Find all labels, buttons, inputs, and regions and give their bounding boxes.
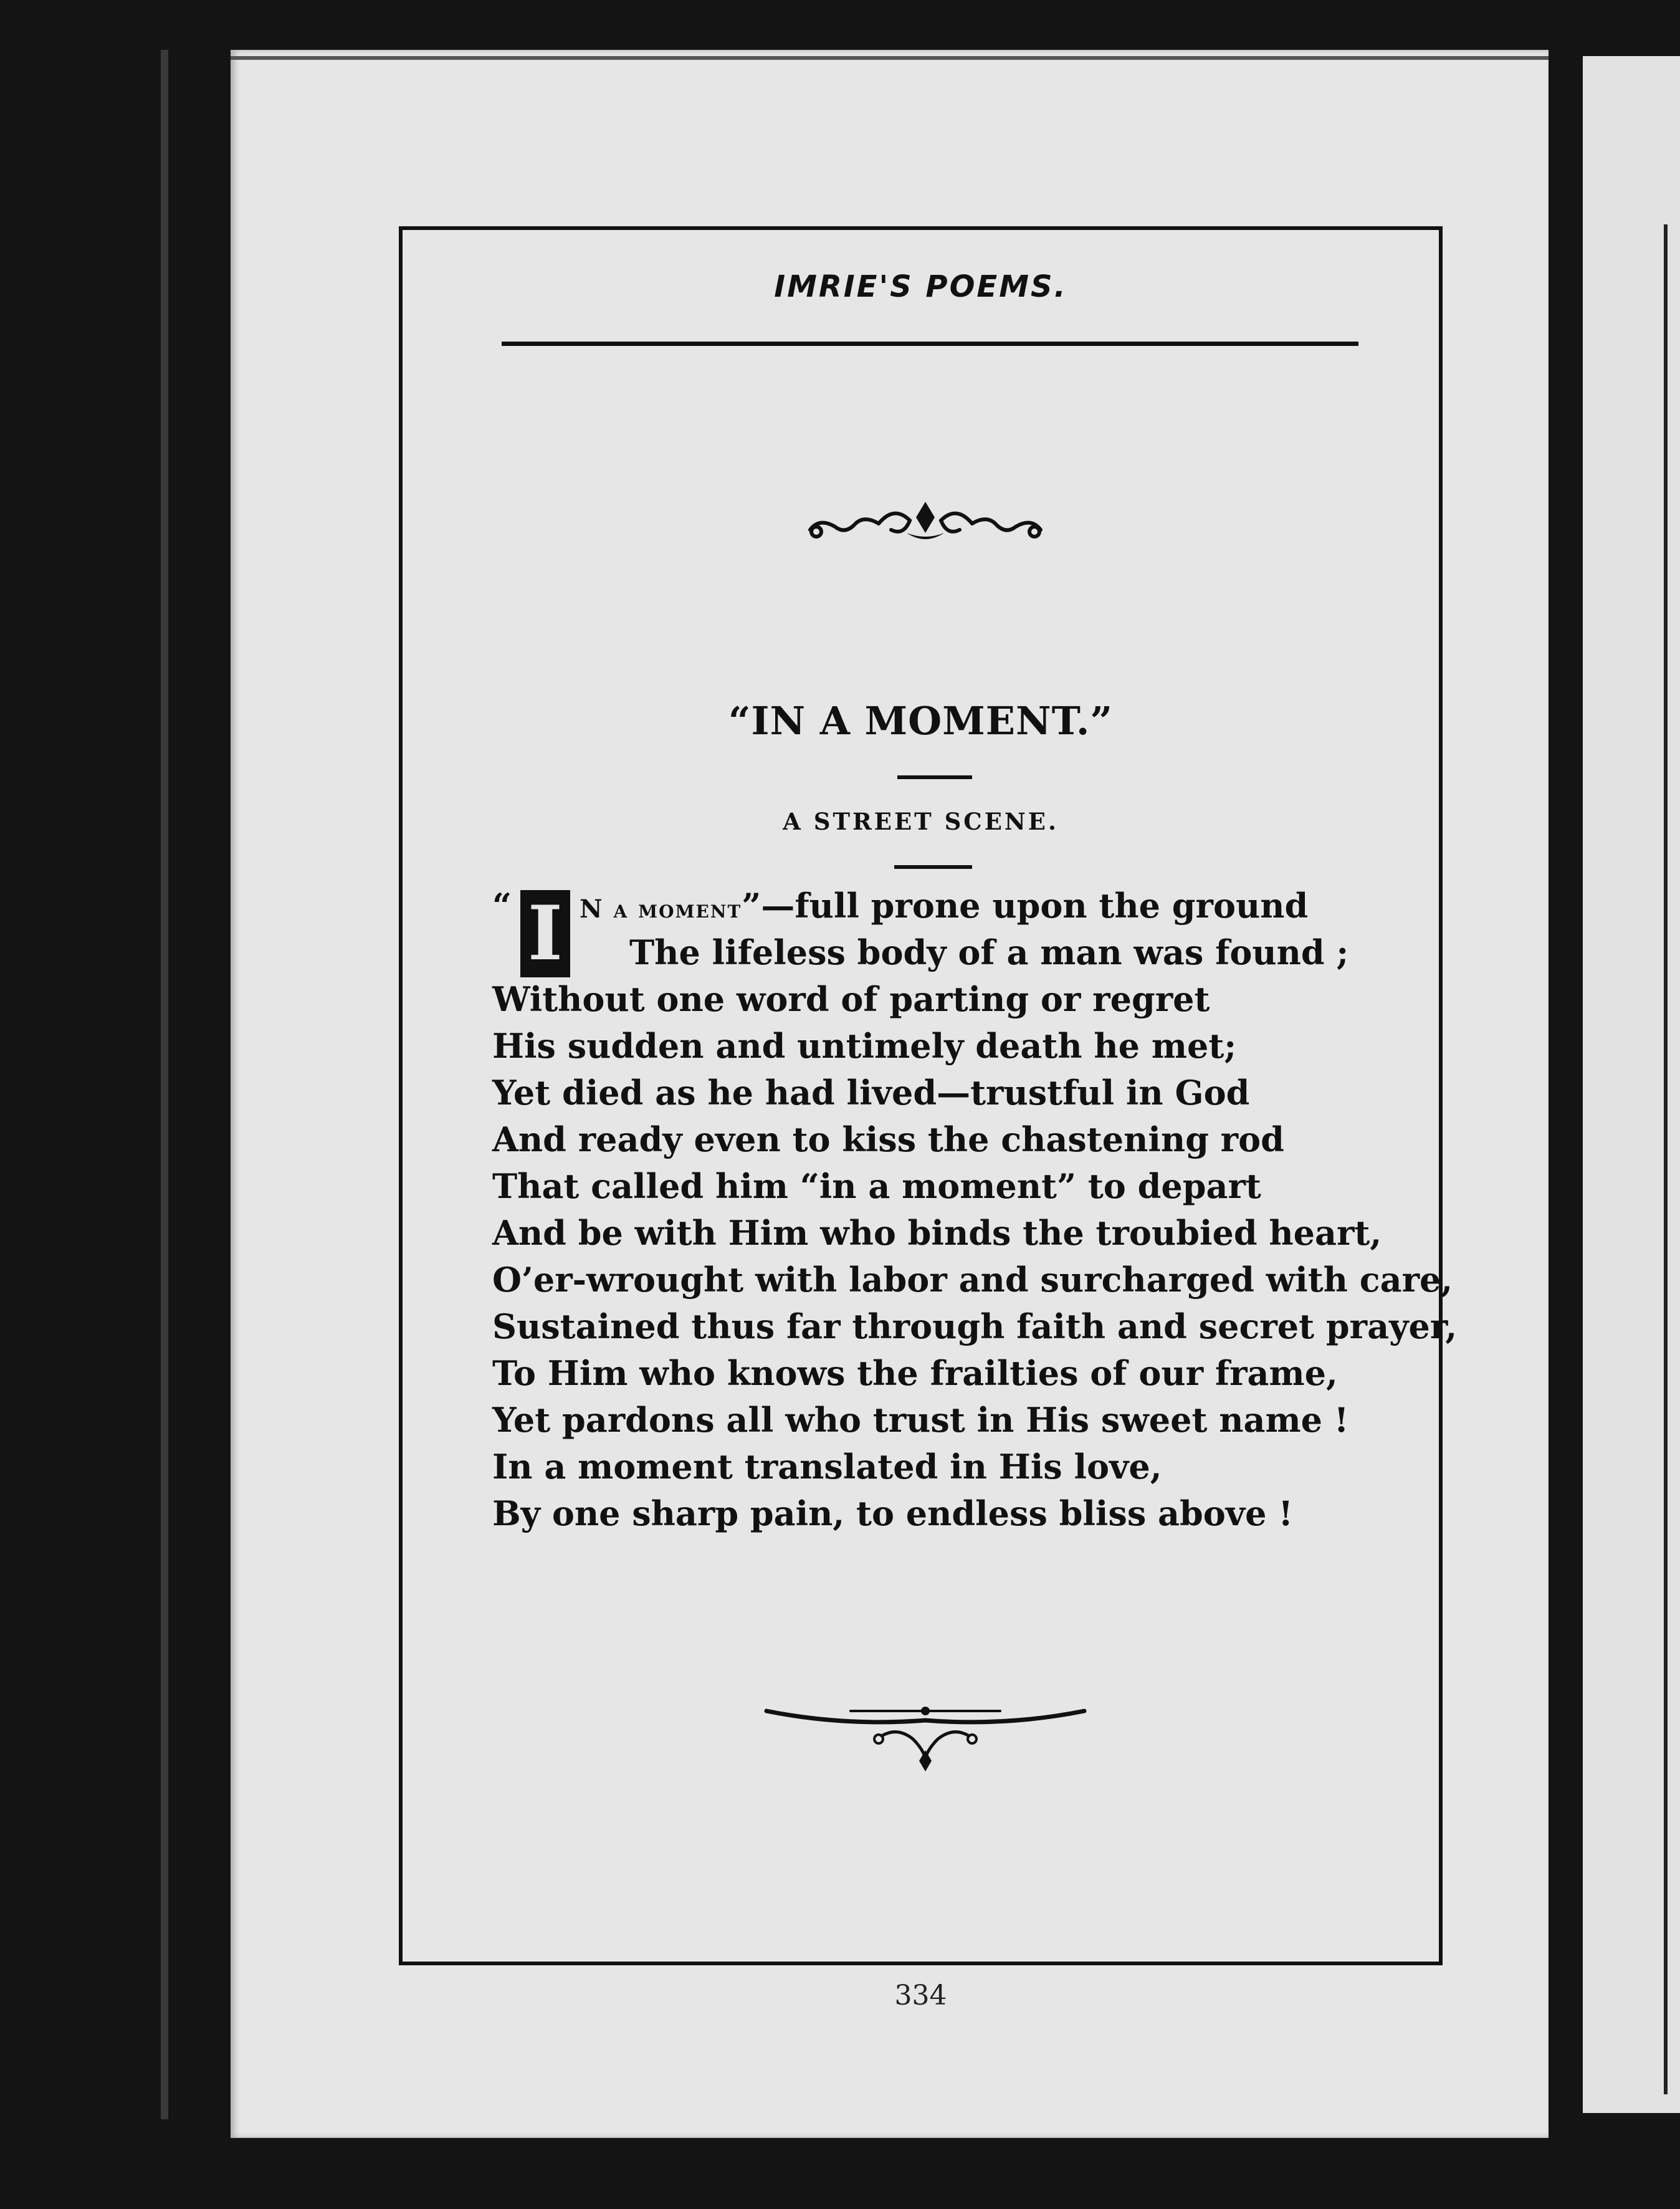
poem-line: O’er-wrought with labor and surcharged with care, bbox=[492, 1260, 1453, 1300]
poem-line: Yet died as he had lived—trustful in God bbox=[492, 1073, 1250, 1113]
poem-line: And be with Him who binds the troubied heart, bbox=[492, 1213, 1382, 1253]
drop-cap: I bbox=[520, 890, 570, 977]
poem-line: In a moment translated in His love, bbox=[492, 1447, 1162, 1487]
page-number: 334 bbox=[894, 1980, 947, 2011]
adjacent-page bbox=[1583, 56, 1680, 2113]
running-head: IMRIE'S POEMS. bbox=[774, 269, 1067, 304]
title-divider bbox=[897, 775, 972, 779]
poem-line-1 bbox=[580, 884, 1308, 931]
scan-background-edge bbox=[161, 50, 168, 2119]
poem-line: Yet pardons all who trust in His sweet name ! bbox=[492, 1400, 1349, 1440]
opening-quote: “ bbox=[492, 886, 512, 926]
header-rule bbox=[502, 342, 1358, 346]
poem-line: His sudden and untimely death he met; bbox=[492, 1026, 1237, 1066]
poem-line: By one sharp pain, to endless bliss above ! bbox=[492, 1493, 1294, 1533]
first-line-rest: ”—full prone upon the ground bbox=[742, 886, 1309, 926]
first-line-small-caps: N a moment bbox=[580, 894, 742, 924]
poem-line: And ready even to kiss the chastening rod bbox=[492, 1119, 1284, 1159]
tailpiece-ornament-icon bbox=[763, 1702, 1087, 1776]
poem-title: “IN A MOMENT.” bbox=[728, 698, 1114, 744]
adjacent-page-frame-rule bbox=[1664, 224, 1668, 2094]
subtitle-divider bbox=[894, 865, 972, 869]
poem-line: That called him “in a moment” to depart bbox=[492, 1166, 1261, 1206]
scroll-ornament-icon bbox=[801, 496, 1050, 552]
poem-line: To Him who knows the frailties of our frame, bbox=[492, 1353, 1338, 1393]
poem-line: The lifeless body of a man was found ; bbox=[629, 932, 1349, 972]
page-top-edge bbox=[231, 56, 1549, 60]
poem-subtitle: A STREET SCENE. bbox=[783, 808, 1059, 835]
poem-line: Sustained thus far through faith and secret prayer, bbox=[492, 1306, 1458, 1346]
poem-line: Without one word of parting or regret bbox=[492, 979, 1210, 1019]
